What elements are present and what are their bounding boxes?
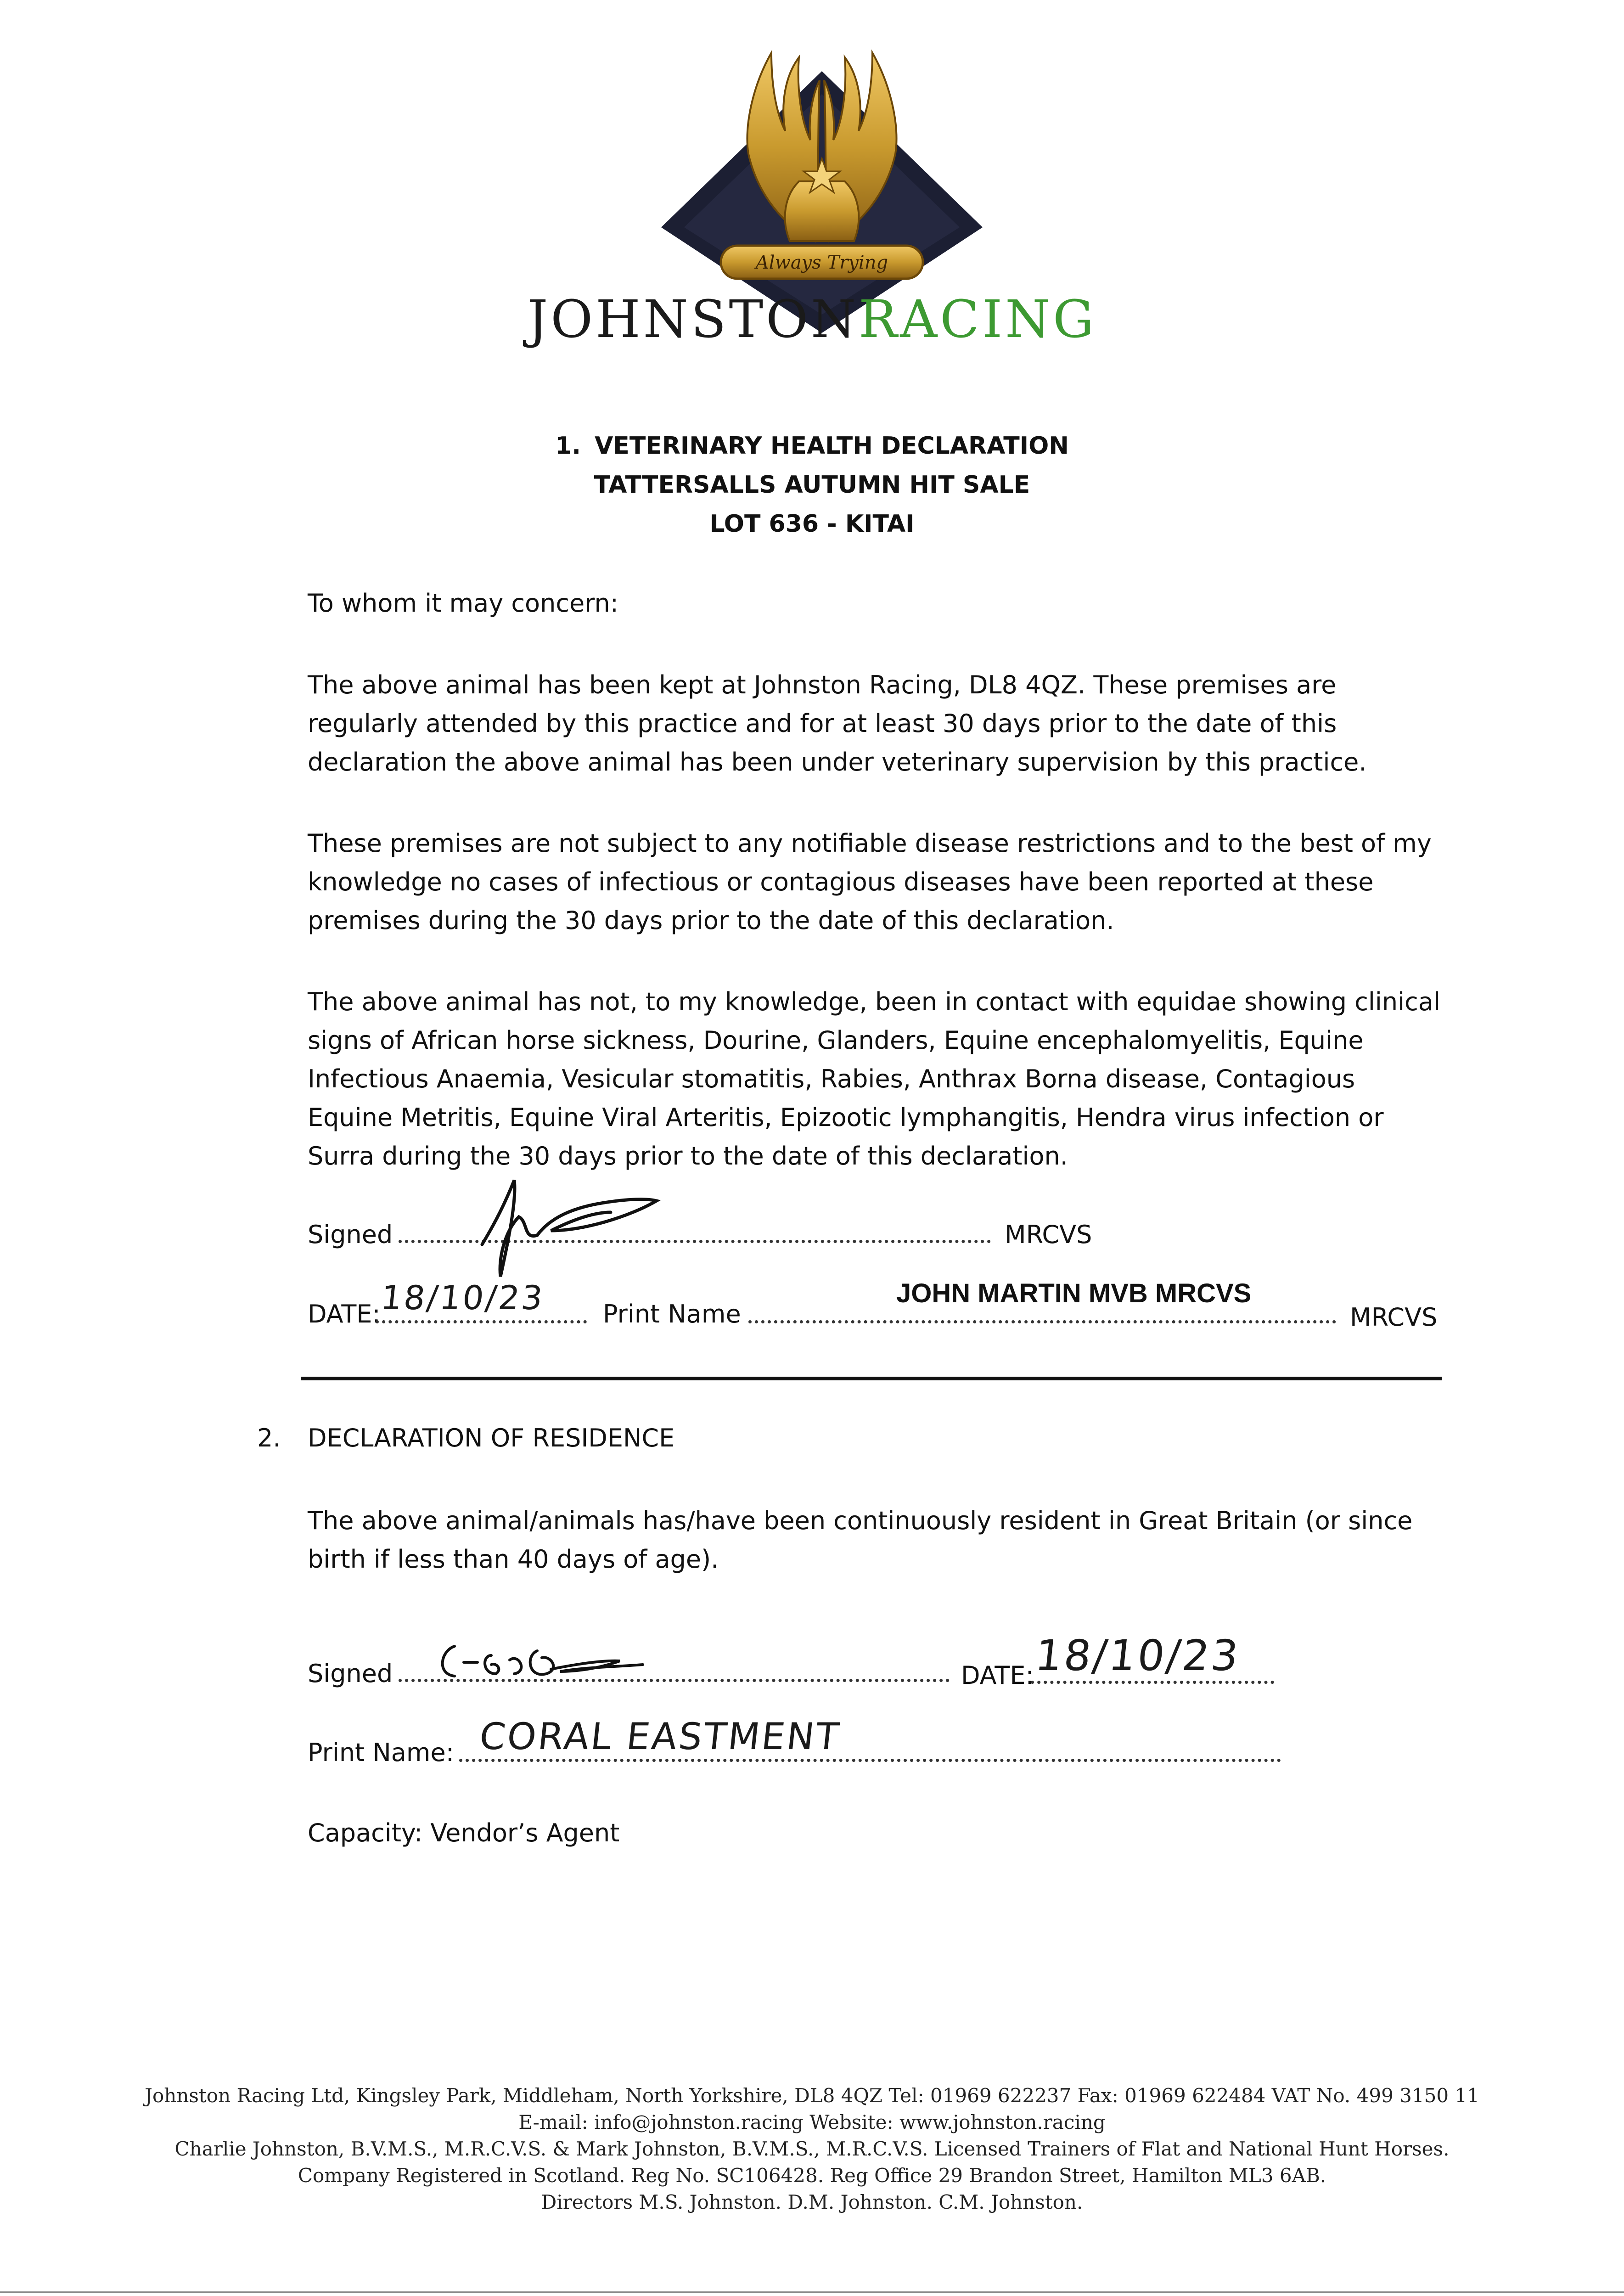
section1-print-name-label: Print Name [603, 1300, 741, 1328]
footer-line-address: Johnston Racing Ltd, Kingsley Park, Middleham, North Yorkshire, DL8 4QZ Tel: 01969 622237 Fax: 01969 622484 VAT No. 499 3150 11 [145, 2084, 1479, 2107]
footer-line-directors: Directors M.S. Johnston. D.M. Johnston. C.M. Johnston. [541, 2191, 1083, 2213]
brand-johnston: JOHNSTON [527, 290, 859, 349]
paragraph-3: The above animal has not, to my knowledge, been in contact with equidae showing clinical signs of African horse sickness, Dourine, Glanders, Equine encephalomyelitis, Equine Infectious Anaemia, Vesicular stomatitis, Rabies, Anthrax Borna disease, Contagious Equine Metritis, Equine Viral Arteritis, Epizootic lymphangitis, Hendra virus infection or Surra during the 30 days prior to the date of this declaration. [308, 987, 1440, 1171]
section2-date-line [1031, 1681, 1274, 1684]
footer [0, 2082, 1624, 2216]
section1-mrcvs-label: MRCVS [1005, 1220, 1092, 1249]
section1-title-text: VETERINARY HEALTH DECLARATION [595, 432, 1069, 460]
brand-racing: RACING [859, 290, 1097, 349]
section2-paragraph: The above animal/animals has/have been continuously resident in Great Britain (or since birth if less than 40 days of age). [308, 1506, 1413, 1574]
section1-lot: LOT 636 - KITAI [709, 510, 915, 538]
paragraph-2: These premises are not subject to any notifiable disease restrictions and to the best of my knowledge no cases of infectious or contagious diseases have been reported at these premises during the 30 days prior to the date of this declaration. [308, 829, 1432, 935]
section2-date-label: DATE: [961, 1661, 1034, 1690]
section1-date-line [376, 1320, 587, 1323]
paragraph-1: The above animal has been kept at Johnston Racing, DL8 4QZ. These premises are regularly attended by this practice and for at least 30 days prior to the date of this declaration the above animal has been under veterinary supervision by this practice. [308, 670, 1367, 777]
section1-print-name-line [748, 1320, 1336, 1323]
logo-motto: Always Trying [755, 252, 888, 273]
section2-signed-label: Signed [308, 1659, 393, 1688]
section1-mrcvs-label-2: MRCVS [1350, 1303, 1438, 1332]
section2-number: 2. [257, 1424, 281, 1452]
page-bottom-edge [0, 2291, 1624, 2293]
section1-signed-label: Signed [308, 1220, 393, 1249]
section1-title [0, 434, 1624, 458]
section1-number: 1. [555, 432, 581, 460]
section2-print-name-label: Print Name: [308, 1738, 454, 1767]
section1-date-value: 18/10/23 [379, 1278, 546, 1317]
salutation: To whom it may concern: [308, 589, 618, 618]
section2-capacity: Capacity: Vendor’s Agent [308, 1818, 620, 1847]
section1-subtitle: TATTERSALLS AUTUMN HIT SALE [594, 471, 1030, 499]
vet-signature [455, 1166, 666, 1286]
section1-print-name-value: JOHN MARTIN MVB MRCVS [896, 1278, 1252, 1308]
brand-wordmark [0, 290, 1624, 349]
section2-title: DECLARATION OF RESIDENCE [308, 1424, 675, 1452]
section-divider [301, 1377, 1442, 1380]
footer-line-contact: E-mail: info@johnston.racing Website: www.johnston.racing [518, 2111, 1106, 2133]
section2-date-value: 18/10/23 [1033, 1631, 1242, 1680]
section2-print-name-value: CORAL EASTMENT [478, 1715, 843, 1758]
footer-line-trainers: Charlie Johnston, B.V.M.S., M.R.C.V.S. & Mark Johnston, B.V.M.S., M.R.C.V.S. Licensed Trainers of Flat and National Hunt Horses. [174, 2138, 1450, 2160]
footer-line-registration: Company Registered in Scotland. Reg No. SC106428. Reg Office 29 Brandon Street, Hamilton ML3 6AB. [298, 2164, 1326, 2187]
agent-signature [422, 1628, 680, 1692]
section1-date-label: DATE: [308, 1300, 381, 1328]
section2-print-name-line [459, 1759, 1281, 1762]
